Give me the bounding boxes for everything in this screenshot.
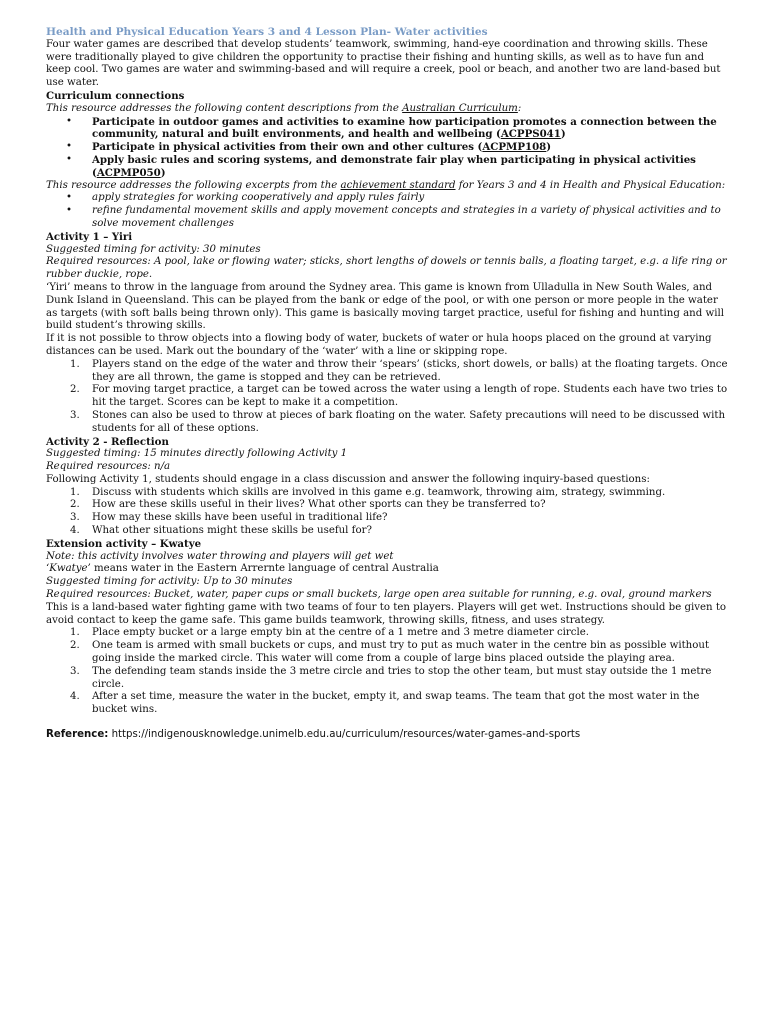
extension-resources: Required resources: Bucket, water, paper cups or small buckets, large open area suitable for running, e.g. oval, ground markers (46, 589, 712, 601)
intro-paragraph: Four water games are described that develop students’ teamwork, swimming, hand-eye coordination and throwing skills. These were traditionally played to give children the opportunity to practise their fishing and hunting skills, as well as to have fun and keep cool. Two games are water and swimming-based and will require a creek, pool or beach, and another two are land-based but use water. (46, 38, 721, 89)
activity2-questions (46, 487, 728, 538)
content-intro-colon: : (517, 102, 522, 114)
curriculum-code-link[interactable]: ACPPS041 (500, 128, 561, 141)
extension-note: Note: this activity involves water throwing and players will get wet (46, 550, 394, 562)
list-item-text: Stones can also be used to throw at pieces of bark floating on the water. Safety precautions will need to be discussed with students for all of these options. (92, 409, 726, 434)
content-descriptions-list (46, 116, 728, 180)
list-number: 4. (70, 525, 80, 537)
list-number: 3. (70, 512, 80, 524)
curriculum-code-link[interactable]: ACPMP050 (96, 166, 161, 179)
list-item (46, 640, 728, 666)
list-item (46, 499, 728, 512)
activity2-heading: Activity 2 - Reflection (46, 435, 169, 448)
list-number: 3. (70, 665, 80, 677)
list-item-text: Discuss with students which skills are involved in this game e.g. teamwork, throwing aim, strategy, swimming. (92, 486, 666, 498)
australian-curriculum-link[interactable]: Australian Curriculum (402, 102, 518, 114)
extension-steps (46, 627, 728, 717)
reference-label: Reference: (46, 729, 109, 741)
curriculum-heading: Curriculum connections (46, 89, 185, 102)
list-number: 2. (70, 499, 80, 511)
list-item-text: The defending team stands inside the 3 metre circle and tries to stop the other team, but must stay outside the 1 metre circle. (92, 665, 712, 690)
list-item-text: How are these skills useful in their lives? What other sports can they be transferred to? (92, 499, 546, 511)
list-item (46, 410, 728, 436)
achievement-standard-link[interactable]: achievement standard (340, 179, 456, 191)
extension-timing: Suggested timing for activity: Up to 30 minutes (46, 576, 293, 588)
achievement-item: • apply strategies for working cooperatively and apply rules fairly (46, 192, 728, 205)
list-item (46, 384, 728, 410)
list-item-text: How may these skills have been useful in traditional life? (92, 512, 388, 524)
activity2-intro: Following Activity 1, students should engage in a class discussion and answer the following inquiry-based questions: (46, 473, 650, 485)
activity1-heading: Activity 1 – Yiri (46, 230, 133, 243)
list-item (46, 512, 728, 525)
list-item (46, 525, 728, 538)
content-description-text: Participate in outdoor games and activities to examine how participation promotes a connection between the community, natural and built environments, and health and wellbeing ( (92, 115, 717, 141)
paren-close: ) (160, 166, 166, 179)
activity1-timing: Suggested timing for activity: 30 minutes (46, 243, 261, 255)
list-item (46, 487, 728, 500)
kwatye-meaning (46, 563, 728, 576)
list-item-text: For moving target practice, a target can be towed across the water using a length of rope. Students each have two tries to hit the target. Scores can be kept to make it a competition. (92, 384, 728, 409)
achievement-standard-intro (46, 180, 728, 193)
list-number: 1. (70, 358, 80, 370)
activity2-timing: Suggested timing: 15 minutes directly following Activity 1 (46, 448, 348, 460)
list-item-text: Players stand on the edge of the water and throw their ‘spears’ (sticks, short dowels, or balls) at the floating targets. Once they are all thrown, the game is stopped and they can be retrieved. (92, 358, 728, 383)
extension-heading: Extension activity – Kwatye (46, 537, 202, 550)
content-intro-text: This resource addresses the following content descriptions from the (46, 102, 403, 114)
achievement-list (46, 192, 728, 230)
extension-description: This is a land-based water fighting game with two teams of four to ten players. Players will get wet. Instructions should be given to avoid contact to keep the game safe. This game builds teamwork, throwing skills, fitness, and uses strategy. (46, 601, 727, 626)
list-number: 2. (70, 384, 80, 396)
list-item-text: What other situations might these skills be useful for? (92, 525, 372, 537)
list-item (46, 627, 728, 640)
list-item (46, 359, 728, 385)
list-item-text: After a set time, measure the water in the bucket, empty it, and swap teams. The team that got the most water in the bucket wins. (92, 691, 700, 716)
reference-url-link[interactable]: https://indigenousknowledge.unimelb.edu.au/curriculum/resources/water-games-and-sports (111, 729, 581, 741)
content-description-text: Apply basic rules and scoring systems, and demonstrate fair play when participating in physical activities ( (92, 153, 696, 179)
activity1-alternative: If it is not possible to throw objects into a flowing body of water, buckets of water or hula hoops placed on the ground at varying distances can be used. Mark out the boundary of the ‘water’ with a line or skipping rope. (46, 333, 712, 357)
paren-close: ) (546, 141, 552, 154)
activity1-description: ‘Yiri’ means to throw in the language from around the Sydney area. This game is known from Ulladulla in New South Wales, and Dunk Island in Queensland. This can be played from the bank or edge of the pool, or with one person or more people in the water as targets (with soft balls being thrown only). This game is basically moving target practice, useful for fishing and hunting and will build student’s throwing skills. (46, 281, 724, 332)
achievement-item: • refine fundamental movement skills and apply movement concepts and strategies in a variety of physical activities and to solve movement challenges (46, 205, 728, 231)
content-description-item (46, 154, 728, 180)
activity1-resources: Required resources: A pool, lake or flowing water; sticks, short lengths of dowels or tennis balls, a floating target, e.g. a life ring or rubber duckie, rope. (46, 256, 727, 281)
list-number: 4. (70, 691, 80, 703)
content-description-item (46, 116, 728, 142)
list-number: 1. (70, 486, 80, 498)
list-number: 2. (70, 640, 80, 652)
content-description-text: Participate in physical activities from their own and other cultures ( (92, 141, 483, 154)
list-item (46, 691, 728, 717)
content-description-item (46, 141, 728, 154)
content-descriptions-intro (46, 103, 728, 116)
kwatye-word: ‘Kwatye’ (46, 563, 91, 575)
document-title: Health and Physical Education Years 3 and 4 Lesson Plan- Water activities (46, 26, 488, 38)
list-number: 1. (70, 627, 80, 639)
list-number: 3. (70, 409, 80, 421)
activity1-steps (46, 359, 728, 436)
reference (46, 729, 728, 742)
kwatye-meaning-text: means water in the Eastern Arrernte language of central Australia (90, 563, 439, 575)
achieve-intro-rest: for Years 3 and 4 in Health and Physical Education: (455, 179, 726, 191)
list-item (46, 666, 728, 692)
achieve-intro-text: This resource addresses the following excerpts from the (46, 179, 341, 191)
paren-close: ) (560, 128, 566, 141)
list-item-text: Place empty bucket or a large empty bin at the centre of a 1 metre and 3 metre diameter circle. (92, 627, 590, 639)
curriculum-code-link[interactable]: ACPMP108 (482, 141, 547, 154)
activity2-resources: Required resources: n/a (46, 461, 171, 473)
list-item-text: One team is armed with small buckets or cups, and must try to put as much water in the centre bin as possible without going inside the marked circle. This water will come from a couple of large bins placed outside the playing area. (92, 640, 710, 665)
